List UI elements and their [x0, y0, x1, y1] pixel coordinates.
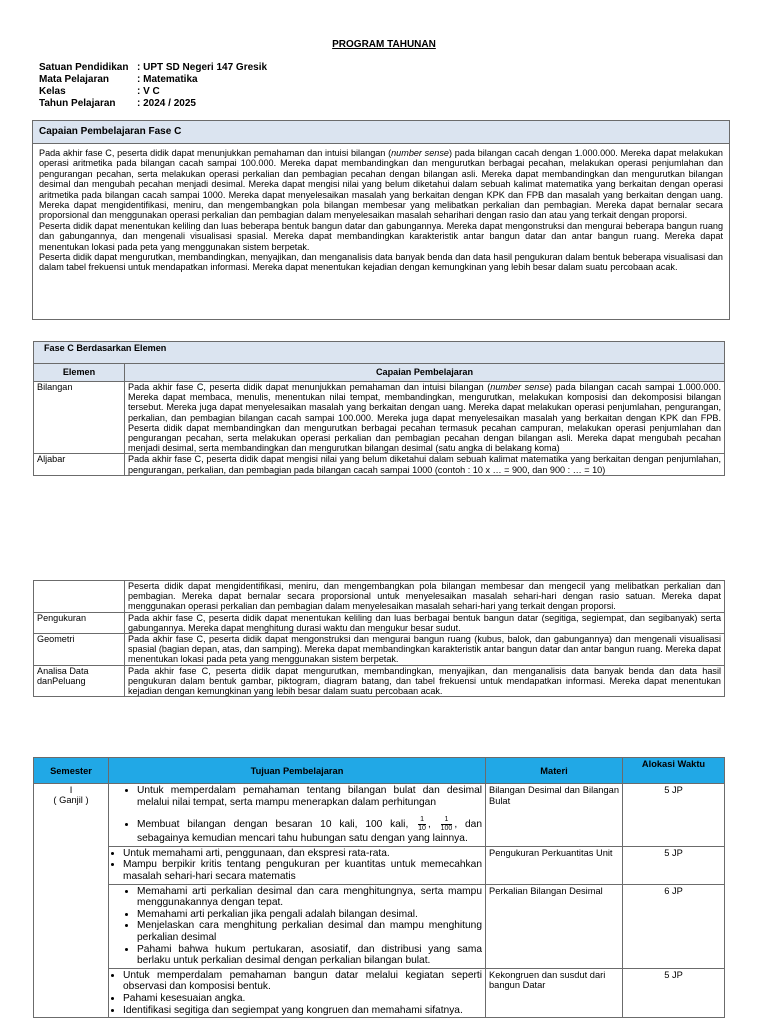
capaian-paragraph-bilangan — [39, 148, 723, 221]
fraction — [441, 816, 453, 833]
tujuan-item: • Identifikasi segitiga dan segiempat yang kongruen dan memahami sifatnya. — [123, 1005, 482, 1017]
tujuan-item: • Pahami kesesuaian angka. — [123, 993, 482, 1005]
text-span: , dan sebagainya kemudian mencari tahu hubungan satu dengan yang lainnya. — [137, 819, 482, 845]
identity-label: Satuan Pendidikan — [39, 62, 129, 73]
identity-value: : UPT SD Negeri 147 Gresik — [137, 62, 268, 73]
semester-number: I — [69, 785, 73, 795]
elemen-capaian — [125, 382, 725, 454]
elemen-name: Analisa Data danPeluang — [34, 665, 125, 697]
tujuan-cell — [109, 968, 486, 1017]
table-row — [34, 968, 725, 1017]
semester-name: ( Ganjil ) — [53, 795, 89, 805]
table-row — [34, 382, 725, 454]
tujuan-item: • Memahami arti perkalian jika pengali adalah bilangan desimal. — [137, 909, 482, 921]
elemen-name: Pengukuran — [34, 612, 125, 633]
table-row — [34, 634, 725, 666]
tujuan-item: • Mampu berpikir kritis tentang pengukuran per kuantitas untuk memecahkan masalah sehari-hari secara matematis — [123, 859, 482, 882]
column-header-elemen: Elemen — [34, 364, 125, 382]
capaian-fase-heading: Capaian Pembelajaran Fase C — [33, 121, 729, 144]
elemen-name: Bilangan — [34, 382, 125, 454]
fraction-denominator: 10 — [418, 825, 426, 833]
tujuan-item: • Pahami bahwa hukum pertukaran, asosiatif, dan distribusi yang sama berlaku untuk perkalian desimal dengan perkalian bilangan bulat. — [137, 944, 482, 967]
tujuan-cell — [109, 884, 486, 968]
identity-value: : 2024 / 2025 — [137, 98, 196, 109]
elemen-capaian: Pada akhir fase C, peserta didik dapat menentukan keliling dan luas berbagai bentuk bangun datar (segitiga, segiempat, dan segibanyak) serta gabungannya. Mereka dapat menghitung durasi waktu dan mengukur besar sudut. — [125, 612, 725, 633]
alokasi-cell: 5 JP — [623, 784, 725, 847]
table-row — [34, 581, 725, 613]
alokasi-cell: 5 JP — [623, 968, 725, 1017]
text-span: ) pada bilangan cacah sampai 1.000.000. Mereka dapat membaca, menulis, menentukan nilai tempat, membandingkan, mengurutkan, melakukan komposisi dan dekomposisi bilangan tersebut. Mereka juga dapat menyelesaikan masalah yang berkaitan dengan uang. Mereka dapat melakukan operasi penjumlahan, pengurangan, perkalian, dan pembagian bilangan cacah sampai 100.000. Mereka juga dapat menyelesaikan masalah yang berkaitan dengan KPK dan FPB. Peserta didik dapat membandingkan dan mengurutkan berbagai pecahan termasuk pecahan campuran, melakukan operasi penjumlahan dan pengurangan pecahan, serta melakukan operasi perkalian dan pembagian pecahan dengan bilangan asli. Mereka dapat mengubah pecahan menjadi desimal, serta membandingkan dan mengurutkan bilangan desimal (satu angka di belakang koma) — [128, 382, 721, 454]
semester-table — [33, 757, 725, 1018]
identity-value: : Matematika — [137, 74, 198, 85]
emphasis-text: number sense — [391, 148, 449, 158]
table-row — [34, 846, 725, 884]
table-row — [34, 665, 725, 697]
tujuan-item: • Untuk memperdalam pemahaman bangun datar melalui kegiatan seperti observasi dan komposisi bentuk. — [123, 970, 482, 993]
identity-row-mapel — [39, 74, 267, 86]
capaian-fase-body — [33, 144, 729, 273]
materi-cell: Kekongruen dan susdut dari bangun Datar — [486, 968, 623, 1017]
elemen-capaian: Peserta didik dapat mengidentifikasi, meniru, dan mengembangkan pola bilangan membesar dan mengecil yang melibatkan perkalian dan pembagian. Mereka dapat bernalar secara proporsional untuk menyelesaikan masalah sehari-hari dengan rasio satuan. Mereka dapat menggunakan operasi perkalian dan pembagian dalam menyelesaikan masalah sehari-hari yang terkait dengan proporsi. — [125, 581, 725, 613]
elemen-name — [34, 581, 125, 613]
tujuan-cell — [109, 846, 486, 884]
tujuan-item: • Untuk memahami arti, penggunaan, dan ekspresi rata-rata. — [123, 848, 482, 860]
fraction-numerator: 1 — [441, 816, 453, 825]
identity-row-satuan — [39, 62, 267, 74]
identity-block — [39, 62, 267, 110]
table-row — [34, 884, 725, 968]
fraction — [418, 816, 426, 833]
identity-label: Tahun Pelajaran — [39, 98, 116, 109]
column-header-alokasi: Alokasi Waktu — [623, 758, 725, 784]
identity-value: : V C — [137, 86, 160, 97]
column-header-tujuan: Tujuan Pembelajaran — [109, 758, 486, 784]
tujuan-cell — [109, 784, 486, 847]
elemen-table — [33, 341, 725, 476]
identity-row-kelas — [39, 86, 267, 98]
table-row — [34, 454, 725, 475]
tujuan-item: • Untuk memperdalam pemahaman tentang bilangan bulat dan desimal melalui nilai tempat, serta mampu menerapkan dalam perhitungan — [137, 785, 482, 808]
text-span: Membuat bilangan dengan besaran 10 kali, 100 kali, — [137, 819, 409, 831]
fraction-numerator: 1 — [420, 816, 424, 824]
fase-heading: Fase C Berdasarkan Elemen — [34, 342, 725, 364]
semester-cell — [34, 784, 109, 1018]
column-header-semester: Semester — [34, 758, 109, 784]
column-header-capaian: Capaian Pembelajaran — [125, 364, 725, 382]
alokasi-cell: 5 JP — [623, 846, 725, 884]
fraction-denominator: 100 — [440, 825, 453, 833]
text-span: ) pada bilangan cacah dengan 1.000.000. Mereka dapat melakukan operasi aritmetika pada bilangan cacah sampai 100.000. Mereka dapat membandingkan dan mengurutkan berbagai pecahan, melakukan operasi penjumlahan dan pengurangan pecahan, serta melakukan operasi perkalian dan pembagian pecahan dengan bilangan asli. Mereka dapat membandingkan dan mengurutkan bilangan desimal dan mengubah pecahan menjadi desimal. Mereka dapat mengisi nilai yang belum diketahui dalam sebuah kalimat matematika yang berkaitan dengan operasi aritmetika pada bilangan cacah sampai 1000. Mereka dapat menyelesaikan masalah yang berkaitan dengan KPK dan FPB dan masalah yang berkaitan dengan uang. Mereka dapat mengidentifikasi, meniru, dan mengembangkan pola bilangan membesar yang melibatkan perkalian dan pembagian. Mereka dapat bernalar secara proporsional dan menggunakan operasi perkalian dan pembagian dalam menyelesaikan masalah seharihari dengan rasio dan atau yang terkait dengan proporsi. — [39, 148, 723, 221]
column-header-materi: Materi — [486, 758, 623, 784]
text-span: Pada akhir fase C, peserta didik dapat menunjukkan pemahaman dan intuisi bilangan ( — [39, 148, 392, 158]
document-title: PROGRAM TAHUNAN — [332, 39, 436, 50]
elemen-capaian: Pada akhir fase C, peserta didik dapat mengonstruksi dan mengurai bangun ruang (kubus, balok, dan gabungannya) dan mengenali visualisasi spasial (bagian depan, atas, dan samping). Mereka dapat membandingkan karakteristik antar bangun datar dan antar bangun ruang. Mereka dapat menentukan lokasi pada peta yang menggunakan sistem berpetak. — [125, 634, 725, 666]
capaian-fase-box — [32, 120, 730, 320]
elemen-capaian: Pada akhir fase C, peserta didik dapat mengurutkan, membandingkan, menyajikan, dan menganalisis data banyak benda dan data hasil pengukuran dalam bentuk gambar, piktogram, diagram batang, dan tabel frekuensi untuk mendapatkan informasi. Mereka dapat menentukan kejadian dengan kemungkinan yang lebih besar dalam suatu percobaan acak. — [125, 665, 725, 697]
capaian-paragraph-geometri: Peserta didik dapat menentukan keliling dan luas beberapa bentuk bangun datar dan gabungannya. Mereka dapat mengonstruksi dan mengurai beberapa bangun ruang dan gabungannya, dan mengenali visualisasi spasial. Mereka dapat membandingkan karakteristik antar bangun datar dan antar bangun ruang. Mereka dapat menentukan lokasi pada peta yang menggunakan sistem berpetak. — [39, 220, 723, 252]
elemen-name: Aljabar — [34, 454, 125, 475]
tujuan-item: • Menjelaskan cara menghitung perkalian desimal dan mampu menghitung perkalian desimal — [137, 920, 482, 943]
tujuan-item: • Memahami arti perkalian desimal dan cara menghitungnya, serta mampu menggunakannya dengan tepat. — [137, 886, 482, 909]
text-span: Pada akhir fase C, peserta didik dapat menunjukkan pemahaman dan intuisi bilangan ( — [128, 382, 491, 392]
table-row — [34, 784, 725, 847]
identity-label: Mata Pelajaran — [39, 74, 110, 85]
emphasis-text: number sense — [490, 382, 549, 392]
alokasi-cell: 6 JP — [623, 884, 725, 968]
materi-cell: Pengukuran Perkuantitas Unit — [486, 846, 623, 884]
tujuan-item: • Membuat bilangan dengan besaran 10 kali, 100 kali, $\frac{1}{10}$ , $\frac{1}{100}$ , dan sebagainya kemudian mencari tahu hubungan satu dengan yang lainnya. — [137, 816, 482, 845]
table-row — [34, 612, 725, 633]
capaian-paragraph-data: Peserta didik dapat mengurutkan, membandingkan, menyajikan, dan menganalisis data banyak benda dan data hasil pengukuran dalam bentuk beberapa visualisasi dan dalam tabel frekuensi untuk mendapatkan informasi. Mereka dapat menentukan kejadian dengan kemungkinan yang lebih besar dalam suatu percobaan acak. — [39, 252, 723, 273]
elemen-table-continued — [33, 580, 725, 697]
identity-row-tahun — [39, 98, 267, 110]
elemen-name: Geometri — [34, 634, 125, 666]
materi-cell: Bilangan Desimal dan Bilangan Bulat — [486, 784, 623, 847]
elemen-capaian: Pada akhir fase C, peserta didik dapat mengisi nilai yang belum diketahui dalam sebuah kalimat matematika yang berkaitan dengan penjumlahan, pengurangan, perkalian, dan pembagian pada bilangan cacah sampai 1000 (contoh : 10 x … = 900, dan 900 : … = 10) — [125, 454, 725, 475]
identity-label: Kelas — [39, 86, 66, 97]
materi-cell: Perkalian Bilangan Desimal — [486, 884, 623, 968]
